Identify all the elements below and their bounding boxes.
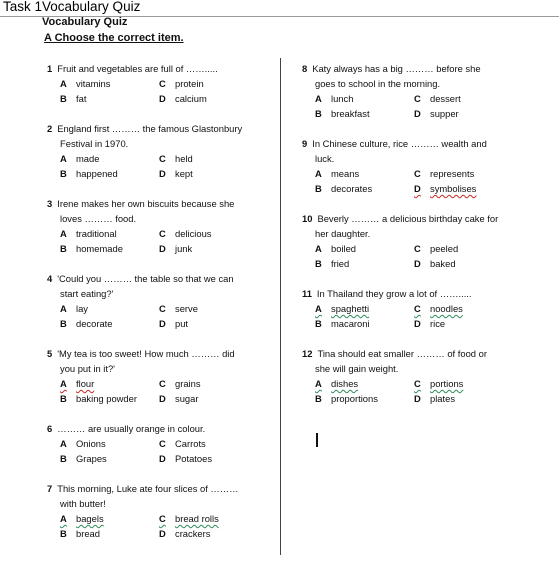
option-letter: B: [315, 108, 322, 119]
option-d[interactable]: [159, 241, 192, 256]
option-text: symbolises: [430, 183, 477, 194]
option-letter: B: [60, 528, 67, 539]
question-text: her daughter.: [315, 228, 371, 239]
option-letter: B: [315, 258, 322, 269]
option-letter: C: [159, 228, 166, 239]
option-text: homemade: [76, 243, 123, 254]
option-text: delicious: [175, 228, 212, 239]
question-text: you put in it?': [60, 363, 115, 374]
question-text: This morning, Luke ate four slices of ………: [57, 483, 239, 494]
question-text: In Thailand they grow a lot of …….....: [316, 288, 472, 299]
option-b[interactable]: [60, 316, 112, 331]
option-text: macaroni: [331, 318, 370, 329]
option-a[interactable]: [60, 226, 117, 241]
question-stem-continued: [47, 496, 239, 511]
option-letter: B: [60, 318, 67, 329]
option-a[interactable]: [60, 436, 106, 451]
option-b[interactable]: [60, 241, 123, 256]
option-letter: C: [414, 303, 421, 314]
option-a[interactable]: [315, 91, 353, 106]
option-letter: B: [315, 393, 322, 404]
question-text: Irene makes her own biscuits because she: [57, 198, 235, 209]
option-letter: A: [60, 438, 67, 449]
option-c[interactable]: [414, 166, 474, 181]
option-text: means: [331, 168, 360, 179]
text-cursor: [316, 433, 318, 447]
question-number: 12: [302, 348, 313, 359]
question-text: start eating?': [60, 288, 114, 299]
option-text: Potatoes: [175, 453, 213, 464]
option-c[interactable]: [159, 76, 204, 91]
option-letter: C: [159, 153, 166, 164]
option-letter: A: [60, 228, 67, 239]
question-number: 2: [47, 123, 53, 134]
question-stem-continued: [47, 286, 234, 301]
option-d[interactable]: [159, 316, 188, 331]
option-letter: C: [159, 513, 166, 524]
option-text: dishes: [331, 378, 359, 389]
option-c[interactable]: [159, 151, 193, 166]
question-text: 'Could you ……… the table so that we can: [57, 273, 234, 284]
option-d[interactable]: [414, 256, 456, 271]
option-letter: D: [159, 168, 166, 179]
question-stem: [47, 271, 234, 286]
option-text: supper: [430, 108, 459, 119]
question-number: 8: [302, 63, 308, 74]
option-text: held: [175, 153, 193, 164]
question-text: Festival in 1970.: [60, 138, 129, 149]
question-text: luck.: [315, 153, 335, 164]
option-letter: D: [159, 453, 166, 464]
option-text: calcium: [175, 93, 207, 104]
question-number: 10: [302, 213, 313, 224]
option-b[interactable]: [315, 391, 378, 406]
option-c[interactable]: [159, 511, 219, 526]
option-text: decorates: [331, 183, 373, 194]
option-b[interactable]: [60, 391, 137, 406]
option-letter: C: [159, 438, 166, 449]
option-d[interactable]: [159, 451, 212, 466]
option-text: kept: [175, 168, 193, 179]
question-text: Tina should eat smaller ……… of food or: [317, 348, 487, 359]
option-letter: D: [159, 393, 166, 404]
option-a[interactable]: [60, 511, 104, 526]
option-text: decorate: [76, 318, 113, 329]
option-d[interactable]: [159, 166, 193, 181]
option-text: breakfast: [331, 108, 370, 119]
option-text: baking powder: [76, 393, 137, 404]
option-c[interactable]: [414, 376, 463, 391]
question-text: Fruit and vegetables are full of …….....: [57, 63, 218, 74]
option-c[interactable]: [159, 301, 198, 316]
question-number: 5: [47, 348, 53, 359]
option-letter: C: [159, 78, 166, 89]
option-letter: A: [60, 303, 67, 314]
question-stem: [47, 196, 234, 211]
question-text: 'My tea is too sweet! How much ……… did: [57, 348, 235, 359]
option-text: dessert: [430, 93, 461, 104]
option-text: noodles: [430, 303, 463, 314]
question-text: In Chinese culture, rice ……… wealth and: [312, 138, 487, 149]
option-letter: D: [414, 108, 421, 119]
question-stem-continued: [302, 76, 481, 91]
question-text: England first ……… the famous Glastonbury: [57, 123, 243, 134]
quiz-title: Vocabulary Quiz: [42, 16, 128, 28]
option-letter: B: [60, 93, 67, 104]
option-text: Grapes: [76, 453, 107, 464]
question-text: Beverly ……… a delicious birthday cake for: [317, 213, 499, 224]
option-letter: A: [315, 378, 322, 389]
option-letter: B: [60, 168, 67, 179]
option-letter: B: [60, 243, 67, 254]
option-letter: C: [414, 378, 421, 389]
question-stem-continued: [47, 361, 235, 376]
option-a[interactable]: [60, 151, 99, 166]
option-text: put: [175, 318, 189, 329]
option-text: spaghetti: [331, 303, 370, 314]
option-letter: A: [60, 78, 67, 89]
option-letter: C: [159, 378, 166, 389]
option-a[interactable]: [315, 241, 356, 256]
question-stem-continued: [47, 136, 242, 151]
question-8: [302, 61, 481, 119]
option-d[interactable]: [159, 526, 210, 541]
option-text: peeled: [430, 243, 459, 254]
option-text: junk: [175, 243, 193, 254]
option-letter: B: [60, 393, 67, 404]
option-text: flour: [76, 378, 95, 389]
option-b[interactable]: [315, 106, 370, 121]
option-letter: D: [414, 318, 421, 329]
option-text: represents: [430, 168, 475, 179]
question-text: goes to school in the morning.: [315, 78, 441, 89]
option-letter: D: [159, 243, 166, 254]
question-stem-continued: [47, 211, 234, 226]
option-text: lunch: [331, 93, 354, 104]
option-letter: A: [60, 153, 67, 164]
option-letter: A: [315, 243, 322, 254]
option-c[interactable]: [159, 376, 201, 391]
question-number: 1: [47, 63, 53, 74]
question-7: [47, 481, 239, 539]
column-divider: [280, 58, 281, 555]
option-text: boiled: [331, 243, 357, 254]
question-text: Katy always has a big ……… before she: [312, 63, 481, 74]
option-b[interactable]: [315, 181, 372, 196]
option-c[interactable]: [159, 436, 206, 451]
question-stem: [302, 346, 487, 361]
question-number: 7: [47, 483, 53, 494]
question-number: 9: [302, 138, 308, 149]
option-text: traditional: [76, 228, 117, 239]
option-text: Onions: [76, 438, 106, 449]
option-letter: A: [315, 303, 322, 314]
option-text: bread: [76, 528, 100, 539]
option-text: proportions: [331, 393, 378, 404]
option-letter: A: [60, 513, 67, 524]
option-text: bread rolls: [175, 513, 219, 524]
option-c[interactable]: [414, 91, 461, 106]
option-text: made: [76, 153, 100, 164]
question-text: ……… are usually orange in colour.: [57, 423, 206, 434]
section-title: A Choose the correct item.: [44, 32, 184, 44]
question-4: [47, 271, 234, 329]
option-letter: B: [60, 453, 67, 464]
option-d[interactable]: [414, 181, 476, 196]
question-11: [302, 286, 472, 329]
task-title: Task 1Vocabulary Quiz: [3, 0, 141, 14]
question-1: [47, 61, 218, 104]
option-b[interactable]: [315, 316, 370, 331]
option-a[interactable]: [60, 76, 110, 91]
option-b[interactable]: [315, 256, 349, 271]
option-letter: D: [414, 183, 421, 194]
option-letter: D: [159, 528, 166, 539]
question-5: [47, 346, 235, 404]
option-text: bagels: [76, 513, 104, 524]
option-letter: C: [159, 303, 166, 314]
option-b[interactable]: [60, 91, 86, 106]
option-letter: D: [414, 258, 421, 269]
option-letter: A: [315, 168, 322, 179]
question-number: 11: [302, 288, 312, 299]
option-letter: C: [414, 93, 421, 104]
question-stem: [47, 61, 218, 76]
option-text: portions: [430, 378, 464, 389]
option-c[interactable]: [414, 301, 463, 316]
option-d[interactable]: [414, 391, 455, 406]
question-6: [47, 421, 213, 464]
option-text: baked: [430, 258, 456, 269]
option-text: grains: [175, 378, 201, 389]
option-text: lay: [76, 303, 88, 314]
question-stem: [47, 481, 239, 496]
option-letter: D: [159, 93, 166, 104]
option-letter: B: [315, 183, 322, 194]
question-text: with butter!: [60, 498, 106, 509]
option-text: vitamins: [76, 78, 111, 89]
question-text: she will gain weight.: [315, 363, 399, 374]
option-text: rice: [430, 318, 446, 329]
option-text: fried: [331, 258, 350, 269]
question-number: 3: [47, 198, 53, 209]
question-text: loves ……… food.: [60, 213, 137, 224]
question-number: 6: [47, 423, 53, 434]
option-a[interactable]: [315, 376, 358, 391]
option-text: crackers: [175, 528, 211, 539]
question-stem: [302, 286, 472, 301]
question-stem: [47, 421, 205, 436]
option-a[interactable]: [60, 376, 94, 391]
option-text: Carrots: [175, 438, 206, 449]
question-stem: [302, 211, 498, 226]
question-stem: [302, 136, 487, 151]
option-d[interactable]: [414, 106, 459, 121]
question-9: [302, 136, 487, 194]
option-b[interactable]: [60, 451, 107, 466]
option-a[interactable]: [60, 301, 88, 316]
option-d[interactable]: [414, 316, 445, 331]
option-letter: A: [60, 378, 67, 389]
option-a[interactable]: [315, 166, 359, 181]
option-letter: B: [315, 318, 322, 329]
option-c[interactable]: [414, 241, 458, 256]
option-text: fat: [76, 93, 87, 104]
question-10: [302, 211, 499, 269]
option-letter: D: [414, 393, 421, 404]
option-letter: A: [315, 93, 322, 104]
option-c[interactable]: [159, 226, 211, 241]
option-text: sugar: [175, 393, 199, 404]
question-2: [47, 121, 243, 179]
option-text: happened: [76, 168, 118, 179]
option-a[interactable]: [315, 301, 369, 316]
option-d[interactable]: [159, 91, 207, 106]
question-stem: [302, 61, 481, 76]
question-number: 4: [47, 273, 53, 284]
question-stem-continued: [302, 226, 498, 241]
option-d[interactable]: [159, 391, 198, 406]
option-letter: C: [414, 168, 421, 179]
option-text: plates: [430, 393, 456, 404]
question-12: [302, 346, 487, 404]
option-letter: D: [159, 318, 166, 329]
option-b[interactable]: [60, 526, 100, 541]
option-text: serve: [175, 303, 198, 314]
question-stem: [47, 121, 242, 136]
question-stem-continued: [302, 151, 487, 166]
question-stem: [47, 346, 235, 361]
question-stem-continued: [302, 361, 487, 376]
option-letter: C: [414, 243, 421, 254]
option-text: protein: [175, 78, 204, 89]
question-3: [47, 196, 235, 254]
option-b[interactable]: [60, 166, 118, 181]
